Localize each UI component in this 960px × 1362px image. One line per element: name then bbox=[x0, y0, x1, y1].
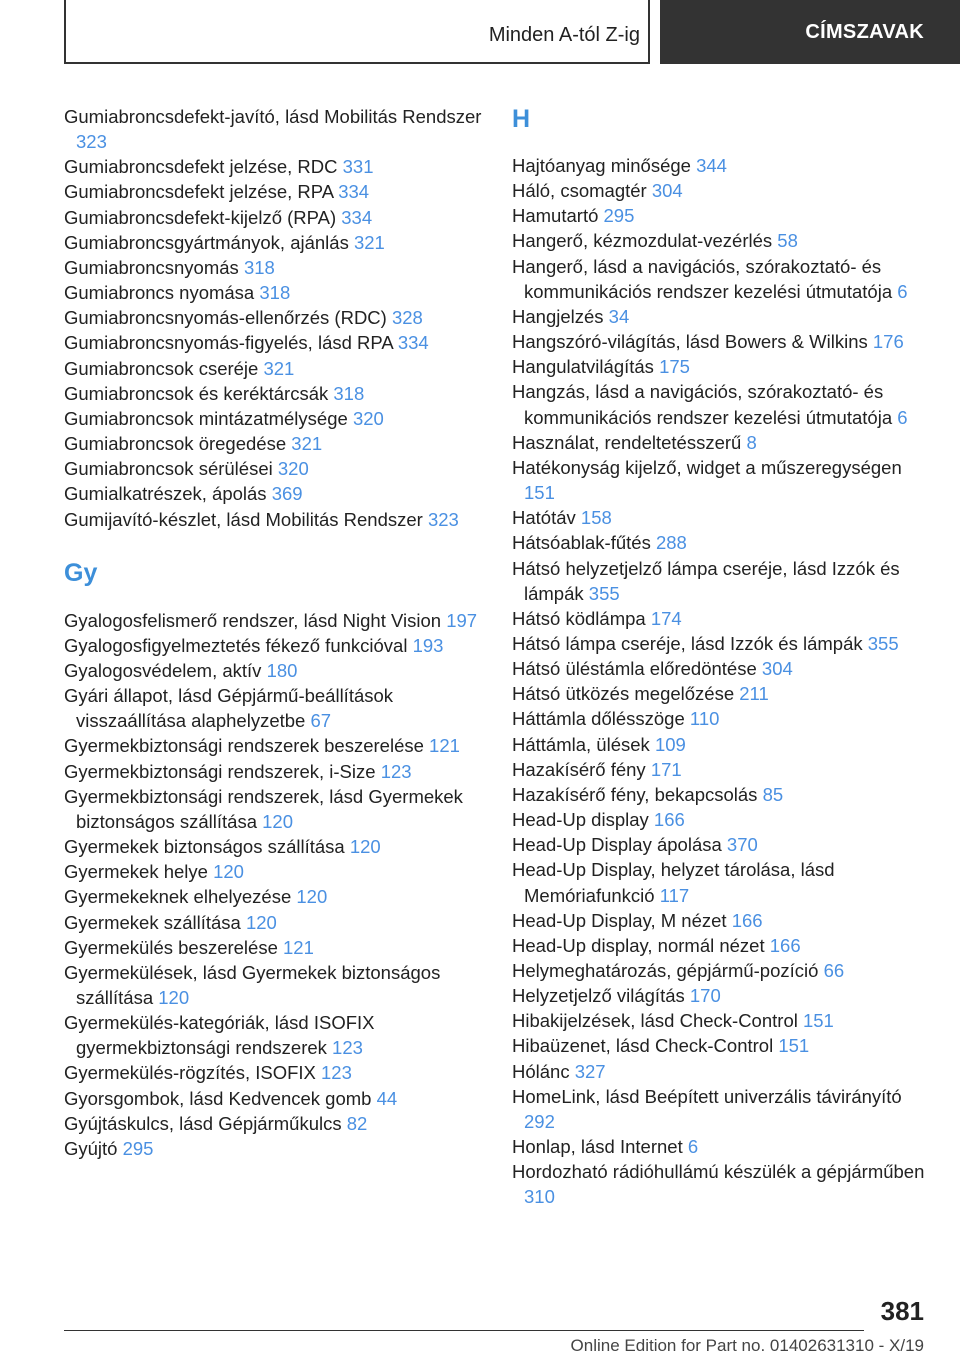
index-entry-text: Gumiabroncsok sérülései bbox=[64, 458, 278, 480]
index-page-link[interactable]: 320 bbox=[277, 458, 309, 480]
index-entry-text: Gyermekeknek elhelyezése bbox=[64, 886, 297, 908]
index-entry bbox=[512, 304, 932, 329]
index-entry bbox=[512, 606, 932, 631]
index-entry bbox=[512, 908, 932, 933]
index-entry-text: Gumialkatrészek, ápolás bbox=[64, 483, 272, 505]
index-entry bbox=[64, 280, 484, 305]
index-entry bbox=[512, 178, 932, 203]
index-entry bbox=[64, 431, 484, 456]
index-page-link[interactable]: 6 bbox=[687, 1136, 699, 1158]
index-entry bbox=[512, 153, 932, 178]
index-page-link[interactable]: 334 bbox=[341, 206, 373, 228]
index-page-link[interactable]: 120 bbox=[213, 861, 244, 883]
index-entry-text: Hátsó ütközés megelőzése bbox=[512, 683, 740, 705]
index-entry-text: Hatótáv bbox=[512, 507, 581, 529]
page-number: 381 bbox=[880, 1296, 924, 1326]
index-page-link[interactable]: 44 bbox=[376, 1087, 398, 1109]
index-page-link[interactable]: 304 bbox=[761, 658, 793, 680]
index-entry-text: Gumiabroncs nyomása bbox=[64, 282, 260, 304]
index-entry bbox=[64, 456, 484, 481]
index-page-link[interactable]: 120 bbox=[296, 886, 328, 908]
index-page-link[interactable]: 170 bbox=[689, 985, 721, 1007]
index-page-link[interactable]: 328 bbox=[391, 307, 423, 329]
index-entry bbox=[512, 1059, 932, 1084]
index-entry bbox=[64, 1086, 484, 1111]
index-page-link[interactable]: 318 bbox=[243, 256, 275, 278]
index-entry bbox=[512, 556, 932, 606]
header-rule-left bbox=[64, 0, 66, 64]
index-page-link[interactable]: 211 bbox=[739, 683, 769, 705]
index-page-link[interactable]: 321 bbox=[353, 231, 385, 253]
index-entry-text: Gumiabroncsok öregedése bbox=[64, 433, 292, 455]
index-page-link[interactable]: 120 bbox=[158, 987, 190, 1008]
chapter-tab: CÍMSZAVAK bbox=[660, 0, 960, 64]
index-page-link[interactable]: 323 bbox=[427, 508, 459, 530]
index-page-link[interactable]: 304 bbox=[651, 180, 683, 202]
index-entry bbox=[64, 935, 484, 960]
index-entry bbox=[64, 381, 484, 406]
index-entry bbox=[64, 507, 484, 532]
index-entry-text: Hazakísérő fény bbox=[512, 758, 651, 780]
index-entry-text: Gyermekbiztonsági rendszerek beszerelése bbox=[64, 735, 430, 757]
index-page-link[interactable]: 8 bbox=[746, 431, 757, 453]
index-page-link[interactable]: 123 bbox=[380, 760, 412, 782]
index-entry bbox=[512, 1134, 932, 1159]
index-page-link[interactable]: 321 bbox=[291, 433, 323, 455]
index-entry-text: Gumiabroncsnyomás-figyelés, lásd RPA bbox=[64, 332, 398, 354]
index-entry bbox=[64, 960, 484, 1010]
index-entry-text: Háttámla, ülések bbox=[512, 733, 655, 755]
index-entry bbox=[64, 733, 484, 758]
index-entry-text: Gyermekülések, lásd Gyermekek biztonságos szállítása bbox=[64, 961, 441, 1008]
index-page-link[interactable]: 355 bbox=[588, 582, 620, 604]
index-page-link[interactable]: 120 bbox=[245, 911, 277, 933]
index-page-link[interactable]: 166 bbox=[653, 809, 685, 831]
index-entry-text: Gyermekülés-rögzítés, ISOFIX bbox=[64, 1062, 322, 1084]
index-page-link[interactable]: 295 bbox=[603, 205, 635, 227]
index-page-link[interactable]: 310 bbox=[524, 1186, 555, 1208]
index-page-link[interactable]: 321 bbox=[263, 357, 295, 379]
header-rule-mid bbox=[648, 0, 650, 64]
index-entry bbox=[512, 505, 932, 530]
index-entry bbox=[512, 732, 932, 757]
index-entry-text: Hamutartó bbox=[512, 205, 604, 227]
index-entry-text: Head-Up display, normál nézet bbox=[512, 934, 770, 956]
index-page-link[interactable]: 123 bbox=[321, 1062, 352, 1084]
index-entry bbox=[64, 104, 484, 154]
index-page-link[interactable]: 166 bbox=[731, 909, 763, 931]
index-entry-text: HomeLink, lásd Beépített univerzális távirányító bbox=[512, 1085, 902, 1107]
index-entry-text: Head-Up Display ápolása bbox=[512, 834, 727, 856]
index-letter-heading: H bbox=[512, 105, 531, 133]
index-entry bbox=[512, 203, 932, 228]
index-entry-text: Helyzetjelző világítás bbox=[512, 985, 690, 1007]
index-entry bbox=[64, 406, 484, 431]
index-entry-text: Helymeghatározás, gépjármű-pozíció bbox=[512, 960, 824, 981]
index-entry-text: Gyermekülés-kategóriák, lásd ISOFIX gyermekbiztonsági rendszerek bbox=[64, 1012, 375, 1059]
index-page-link[interactable]: 110 bbox=[689, 708, 720, 730]
index-page-link[interactable]: 120 bbox=[262, 810, 294, 832]
index-page-link[interactable]: 171 bbox=[650, 758, 682, 780]
index-page-link[interactable]: 295 bbox=[122, 1137, 154, 1159]
index-entry-text: Gyermekbiztonsági rendszerek, lásd Gyermekek biztonságos szállítása bbox=[64, 785, 463, 832]
index-page-link[interactable]: 331 bbox=[342, 156, 374, 178]
index-page-link[interactable]: 85 bbox=[762, 783, 784, 805]
index-page-link[interactable]: 67 bbox=[310, 710, 332, 732]
index-entry-text: Hordozható rádióhullámú készülék a gépjárműben bbox=[512, 1161, 925, 1183]
index-entry-text: Gumiabroncsok cseréje bbox=[64, 357, 264, 379]
footer-rule bbox=[64, 1330, 864, 1331]
index-letter-heading: Gy bbox=[64, 558, 98, 587]
index-entry-text: Hátsóablak-fűtés bbox=[512, 532, 656, 554]
index-entry bbox=[64, 255, 484, 280]
index-page-link[interactable]: 180 bbox=[266, 659, 298, 681]
index-entry bbox=[512, 1033, 932, 1058]
index-entry-text: Hangulatvilágítás bbox=[512, 356, 660, 378]
index-page-link[interactable]: 120 bbox=[349, 836, 381, 858]
index-entry bbox=[64, 608, 484, 633]
index-entry-text: Gyári állapot, lásd Gépjármű-beállítások visszaállítása alaphelyzetbe bbox=[64, 685, 394, 732]
index-entry bbox=[512, 354, 932, 379]
index-entry bbox=[64, 230, 484, 255]
index-entry-text: Hátsó lámpa cseréje, lásd Izzók és lámpák bbox=[512, 632, 868, 654]
index-page-link[interactable]: 369 bbox=[271, 483, 303, 505]
index-entry-text: Gumiabroncsdefekt-kijelző (RPA) bbox=[64, 206, 342, 228]
index-entry bbox=[512, 254, 932, 304]
index-entry bbox=[64, 305, 484, 330]
index-entry-text: Gumiabroncsok és keréktárcsák bbox=[64, 382, 334, 404]
index-entry-text: Gumiabroncsnyomás bbox=[64, 256, 244, 278]
index-entry bbox=[64, 330, 484, 355]
index-entry bbox=[512, 832, 932, 857]
index-entry bbox=[64, 834, 484, 859]
index-entry-text: Head-Up Display, M nézet bbox=[512, 909, 732, 931]
index-entry bbox=[64, 658, 484, 683]
index-entry-text: Gumiabroncsnyomás-ellenőrzés (RDC) bbox=[64, 307, 392, 329]
index-entry bbox=[512, 933, 932, 958]
index-entry bbox=[512, 430, 932, 455]
index-entry-text: Gyújtáskulcs, lásd Gépjárműkulcs bbox=[64, 1112, 347, 1134]
index-page-link[interactable]: 34 bbox=[608, 305, 630, 327]
index-page-link[interactable]: 121 bbox=[283, 936, 314, 958]
index-entry-text: Honlap, lásd Internet bbox=[512, 1136, 688, 1158]
index-page-link[interactable]: 344 bbox=[696, 155, 727, 176]
index-entry bbox=[512, 455, 932, 505]
index-entry bbox=[64, 179, 484, 204]
index-entry-text: Hangerő, lásd a navigációs, szórakoztató- és kommunikációs rendszer kezelési útmutatója bbox=[512, 255, 898, 302]
index-entry bbox=[64, 784, 484, 834]
index-entry-text: Gyermekek szállítása bbox=[64, 911, 246, 933]
index-entry bbox=[64, 154, 484, 179]
index-entry bbox=[512, 1084, 932, 1134]
index-page-link[interactable]: 6 bbox=[897, 280, 908, 302]
index-entry bbox=[64, 356, 484, 381]
index-page-link[interactable]: 66 bbox=[823, 960, 845, 981]
index-column-right bbox=[512, 104, 932, 1210]
index-page-link[interactable]: 151 bbox=[778, 1035, 810, 1057]
index-entry-text: Hangszóró-világítás, lásd Bowers & Wilkins bbox=[512, 331, 873, 353]
index-entry-text: Gyalogosfelismerő rendszer, lásd Night Vision bbox=[64, 609, 447, 631]
index-entry-text: Gumiabroncsdefekt jelzése, RDC bbox=[64, 156, 343, 178]
index-entry-text: Használat, rendeltetésszerű bbox=[512, 431, 747, 453]
index-entry-text: Gyermekek helye bbox=[64, 861, 214, 883]
index-page-link[interactable]: 355 bbox=[867, 632, 899, 654]
index-page-link[interactable]: 82 bbox=[346, 1112, 368, 1134]
index-page-link[interactable]: 334 bbox=[397, 332, 429, 354]
index-entry-text: Gyorsgombok, lásd Kedvencek gomb bbox=[64, 1087, 377, 1109]
index-page-link[interactable]: 123 bbox=[332, 1037, 363, 1059]
index-entry bbox=[64, 633, 484, 658]
index-page-link[interactable]: 117 bbox=[659, 884, 690, 906]
index-page-link[interactable]: 370 bbox=[726, 834, 758, 856]
index-entry bbox=[512, 530, 932, 555]
index-page-link[interactable]: 318 bbox=[333, 382, 365, 404]
index-page-link[interactable]: 58 bbox=[777, 230, 798, 252]
index-entry bbox=[512, 857, 932, 907]
index-entry bbox=[512, 706, 932, 731]
index-entry-text: Hátsó üléstámla előredöntése bbox=[512, 658, 762, 680]
index-page-link[interactable]: 174 bbox=[650, 607, 682, 629]
index-entry-text: Gyalogosfigyelmeztetés fékező funkcióval bbox=[64, 634, 413, 656]
index-page-link[interactable]: 175 bbox=[659, 356, 690, 378]
index-entry-text: Hajtóanyag minősége bbox=[512, 155, 697, 176]
index-page-link[interactable]: 121 bbox=[429, 735, 460, 757]
index-entry bbox=[64, 1060, 484, 1085]
index-entry bbox=[512, 1008, 932, 1033]
index-entry-text: Gyújtó bbox=[64, 1137, 123, 1159]
index-entry bbox=[64, 884, 484, 909]
index-page-link[interactable]: 193 bbox=[412, 634, 444, 656]
index-entry-text: Gyalogosvédelem, aktív bbox=[64, 659, 267, 681]
index-page-link[interactable]: 176 bbox=[872, 331, 904, 353]
index-entry bbox=[512, 983, 932, 1008]
index-entry bbox=[64, 205, 484, 230]
index-entry-text: Gumiabroncsdefekt-javító, lásd Mobilitás Rendszer bbox=[64, 106, 482, 127]
index-entry bbox=[512, 656, 932, 681]
index-entry bbox=[512, 329, 932, 354]
index-entry-text: Hátsó ködlámpa bbox=[512, 607, 651, 629]
index-entry bbox=[512, 757, 932, 782]
index-entry bbox=[512, 1159, 932, 1209]
index-entry-text: Head-Up display bbox=[512, 809, 654, 831]
index-entry bbox=[512, 958, 932, 983]
index-entry-text: Gumijavító-készlet, lásd Mobilitás Rendszer bbox=[64, 508, 428, 530]
index-entry bbox=[64, 1136, 484, 1161]
index-page-link[interactable]: 151 bbox=[802, 1010, 834, 1032]
index-page-link[interactable]: 323 bbox=[76, 131, 107, 153]
index-entry-text: Gumiabroncsdefekt jelzése, RPA bbox=[64, 181, 339, 203]
index-page-link[interactable]: 327 bbox=[574, 1060, 606, 1082]
index-entry bbox=[512, 631, 932, 656]
index-entry-text: Hatékonyság kijelző, widget a műszeregységen bbox=[512, 456, 902, 478]
index-entry bbox=[512, 807, 932, 832]
index-entry-text: Háló, csomagtér bbox=[512, 180, 652, 202]
index-entry-text: Head-Up Display, helyzet tárolása, lásd Memóriafunkció bbox=[512, 859, 835, 906]
index-page-link[interactable]: 197 bbox=[446, 609, 478, 631]
index-page-link[interactable]: 292 bbox=[524, 1110, 555, 1132]
index-entry-text: Hibaüzenet, lásd Check-Control bbox=[512, 1035, 779, 1057]
index-entry bbox=[64, 481, 484, 506]
index-entry-text: Háttámla dőlésszöge bbox=[512, 708, 690, 730]
index-entry-text: Hibakijelzések, lásd Check-Control bbox=[512, 1010, 803, 1032]
index-page-link[interactable]: 109 bbox=[654, 733, 686, 755]
index-entry-text: Hangzás, lásd a navigációs, szórakoztató- és kommunikációs rendszer kezelési útmutatója bbox=[512, 381, 898, 428]
index-entry-text: Hólánc bbox=[512, 1060, 575, 1082]
index-page-link[interactable]: 6 bbox=[897, 406, 908, 428]
index-entry bbox=[512, 228, 932, 253]
index-entry bbox=[512, 379, 932, 429]
index-entry bbox=[64, 859, 484, 884]
index-entry-text: Gumiabroncsgyártmányok, ajánlás bbox=[64, 231, 354, 253]
index-entry bbox=[64, 1010, 484, 1060]
index-page-link[interactable]: 334 bbox=[338, 181, 370, 203]
index-entry-text: Hangjelzés bbox=[512, 305, 609, 327]
index-entry-text: Gyermekbiztonsági rendszerek, i-Size bbox=[64, 760, 381, 782]
index-entry bbox=[64, 1111, 484, 1136]
index-entry bbox=[512, 782, 932, 807]
index-page-link[interactable]: 288 bbox=[655, 532, 687, 554]
section-title: Minden A-tól Z-ig bbox=[488, 24, 640, 46]
index-entry-text: Gyermekek biztonságos szállítása bbox=[64, 836, 350, 858]
index-page-link[interactable]: 320 bbox=[352, 407, 384, 429]
index-entry bbox=[512, 681, 932, 706]
footer-edition: Online Edition for Part no. 01402631310 - X/19 bbox=[570, 1336, 924, 1355]
index-page-link[interactable]: 318 bbox=[259, 282, 291, 304]
index-entry bbox=[64, 759, 484, 784]
index-column-left bbox=[64, 104, 484, 1161]
header-rule-bottom bbox=[64, 62, 650, 64]
index-entry-text: Hangerő, kézmozdulat-vezérlés bbox=[512, 230, 778, 252]
index-page-link[interactable]: 166 bbox=[769, 934, 801, 956]
index-entry-text: Hazakísérő fény, bekapcsolás bbox=[512, 783, 763, 805]
index-entry-text: Gyermekülés beszerelése bbox=[64, 936, 284, 958]
index-entry bbox=[64, 910, 484, 935]
index-page-link[interactable]: 151 bbox=[524, 482, 555, 504]
index-entry-text: Gumiabroncsok mintázatmélysége bbox=[64, 407, 353, 429]
index-entry-text: Hátsó helyzetjelző lámpa cseréje, lásd Izzók és lámpák bbox=[512, 557, 900, 604]
index-entry bbox=[64, 683, 484, 733]
index-page-link[interactable]: 158 bbox=[580, 507, 612, 529]
